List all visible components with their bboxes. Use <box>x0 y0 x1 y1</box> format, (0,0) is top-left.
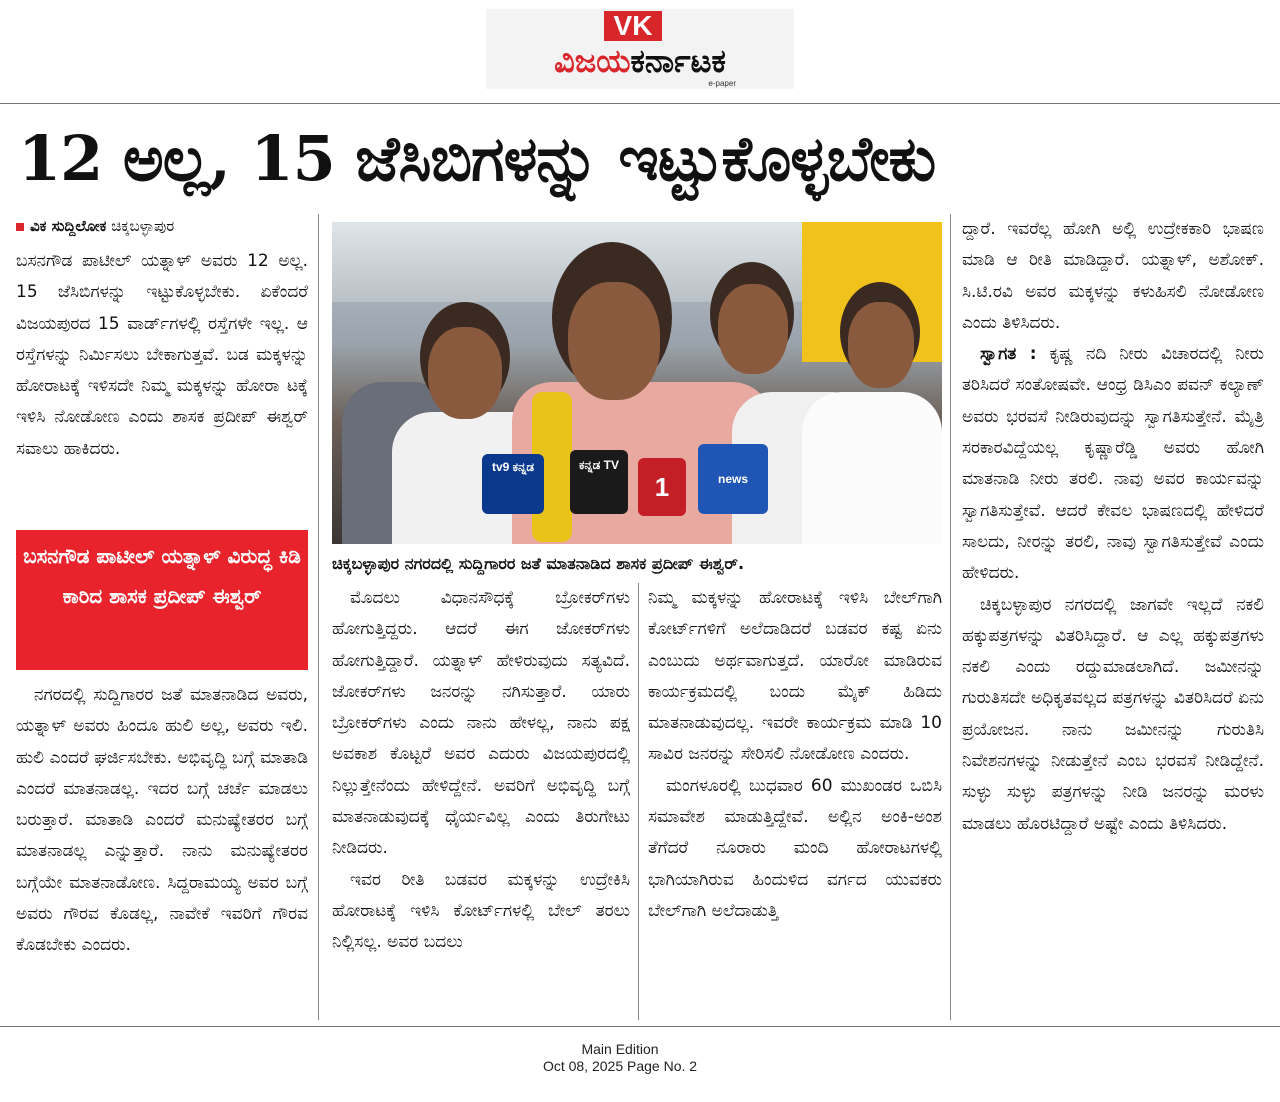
epaper-label: e-paper <box>708 79 736 88</box>
brand-name-red: ವಿಜಯ <box>554 42 631 80</box>
news-photo <box>332 222 942 544</box>
body-paragraph: ಮೊದಲು ವಿಧಾನಸೌಧಕ್ಕೆ ಬ್ರೋಕರ್‌ಗಳು ಹೋಗುತ್ತಿದ್ದರು. ಆದರೆ ಈಗ ಜೋಕರ್‌ಗಳು ಹೋಗುತ್ತಿದ್ದಾರೆ. ಯತ್ನಾಳ್ ಹೇಳಿರುವುದು ಸತ್ಯವಿದೆ. ಜೋಕರ್‌ಗಳು ಜನರನ್ನು ನಗಿಸುತ್ತಾರೆ. ಯಾರು ಬ್ರೋಕರ್‌ಗಳು ಎಂದು ನಾನು ಹೇಳಲ್ಲ, ನಾನು ಪಕ್ಷ ಅವಕಾಶ ಕೊಟ್ಟರೆ ಅವರ ಎದುರು ವಿಜಯಪುರದಲ್ಲಿ ನಿಲ್ಲುತ್ತೇನೆಂದು ಹೇಳಿದ್ದೇನೆ. ಅವರಿಗೆ ಅಭಿವೃದ್ಧಿ ಬಗ್ಗೆ ಮಾತನಾಡುವುದಕ್ಕೆ ಧೈರ್ಯವಿಲ್ಲ ಎಂದು ತಿರುಗೇಟು ನೀಡಿದರು. <box>332 588 630 859</box>
body-paragraph: ನಿಮ್ಮ ಮಕ್ಕಳನ್ನು ಹೋರಾಟಕ್ಕೆ ಇಳಿಸಿ ಬೇಲ್‌ಗಾಗಿ ಕೋರ್ಟ್‌ಗಳಿಗೆ ಅಲೆದಾಡಿದರೆ ಬಡವರ ಕಷ್ಟ ಏನು ಎಂಬುದು ಅರ್ಥವಾಗುತ್ತದೆ. ಯಾರೋ ಮಾಡಿರುವ ಕಾರ್ಯಕ್ರಮದಲ್ಲಿ ಬಂದು ಮೈಕ್ ಹಿಡಿದು ಮಾತನಾಡುವುದಲ್ಲ. ಇವರೇ ಕಾರ್ಯಕ್ರಮ ಮಾಡಿ 10 ಸಾವಿರ ಜನರನ್ನು ಸೇರಿಸಲಿ ನೋಡೋಣ ಎಂದರು. <box>648 588 942 765</box>
column-divider <box>950 214 951 1020</box>
body-paragraph: ಕೃಷ್ಣ ನದಿ ನೀರು ವಿಚಾರದಲ್ಲಿ ನೀರು ತರಿಸಿದರೆ ಸಂತೋಷವೇ. ಆಂಧ್ರ ಡಿಸಿಎಂ ಪವನ್ ಕಲ್ಯಾಣ್ ಅವರು ಭರವಸೆ ನೀಡಿರುವುದನ್ನು ಸ್ವಾಗತಿಸುತ್ತೇನೆ. ಮೈತ್ರಿ ಸರಕಾರವಿದ್ದೆಯಲ್ಲ ಕೃಷ್ಣಾರೆಡ್ಡಿ ಅವರು ಹೋಗಿ ಮಾತನಾಡಿ ನೀರು ತರಲಿ. ನಾವು ಅವರ ಕಾರ್ಯವನ್ನು ಸ್ವಾಗತಿಸುತ್ತೇವೆ. ಆದರೆ ಕೇವಲ ಭಾಷಣದಲ್ಲಿ ಹೇಳಿದರೆ ಸಾಲದು, ನೀರನ್ನು ತರಲಿ, ನಾವು ಸ್ವಾಗತಿಸುತ್ತೇವೆ ಎಂದು ಹೇಳಿದರು. <box>962 344 1264 584</box>
byline <box>16 214 316 238</box>
highlight-box: ಬಸನಗೌಡ ಪಾಟೀಲ್ ಯತ್ನಾಳ್ ವಿರುದ್ಧ ಕಿಡಿ ಕಾರಿದ ಶಾಸಕ ಪ್ರದೀಪ್ ಈಶ್ವರ್ <box>16 530 308 670</box>
body-paragraph: ಮಂಗಳೂರಲ್ಲಿ ಬುಧವಾರ 60 ಮುಖಂಡರ ಒಬಿಸಿ ಸಮಾವೇಶ ಮಾಡುತ್ತಿದ್ದೇವೆ. ಅಲ್ಲಿನ ಅಂಕಿ-ಅಂಶ ತೆಗೆದರೆ ನೂರಾರು ಮಂದಿ ಹೋರಾಟಗಳಲ್ಲಿ ಭಾಗಿಯಾಗಿರುವ ಹಿಂದುಳಿದ ವರ್ಗದ ಯುವಕರು ಬೇಲ್‌ಗಾಗಿ ಅಲೆದಾಡುತ್ತಿ <box>648 775 942 921</box>
masthead-logo <box>486 9 794 89</box>
brand-name <box>486 43 794 79</box>
byline-marker-icon <box>16 223 24 231</box>
column-3 <box>648 583 942 1020</box>
byline-place: ಚಿಕ್ಕಬಳ್ಳಾಪುರ <box>111 217 175 235</box>
column-4 <box>962 214 1264 1020</box>
subhead-lead: ಸ್ವಾಗತ : <box>980 344 1037 365</box>
column-divider <box>318 214 319 1020</box>
news-first-mic-icon: 1 <box>638 458 686 516</box>
article-headline: 12 ಅಲ್ಲ, 15 ಜೆಸಿಬಿಗಳನ್ನು ಇಟ್ಟುಕೊಳ್ಳಬೇಕು <box>18 122 936 195</box>
bottom-divider <box>0 1026 1280 1027</box>
edition-label: Main Edition <box>581 1041 659 1057</box>
column-2 <box>332 583 630 1020</box>
top-divider <box>0 103 1280 104</box>
vk-logo-badge: VK <box>604 11 662 41</box>
byline-source: ವಿಕ ಸುದ್ದಿಲೋಕ <box>30 217 107 235</box>
date-page-label: Oct 08, 2025 Page No. 2 <box>542 1058 698 1074</box>
kannada-tv-mic-icon: ಕನ್ನಡ TV <box>570 450 628 514</box>
column-1-body <box>16 680 308 1020</box>
body-paragraph: ಚಿಕ್ಕಬಳ್ಳಾಪುರ ನಗರದಲ್ಲಿ ಜಾಗವೇ ಇಲ್ಲದೆ ನಕಲಿ ಹಕ್ಕುಪತ್ರಗಳನ್ನು ವಿತರಿಸಿದ್ದಾರೆ. ಆ ಎಲ್ಲ ಹಕ್ಕುಪತ್ರಗಳು ನಕಲಿ ಎಂದು ರದ್ದುಮಾಡಲಾಗಿದೆ. ಜಮೀನನ್ನು ಗುರುತಿಸದೇ ಅಧಿಕೃತವಲ್ಲದ ಪತ್ರಗಳನ್ನು ವಿತರಿಸಿದರೆ ಏನು ಪ್ರಯೋಜನ. ನಾನು ಜಮೀನನ್ನು ಗುರುತಿಸಿ ನಿವೇಶನಗಳನ್ನು ನೀಡುತ್ತೇನೆ ಎಂಬ ಭರವಸೆ ನೀಡಿದ್ದೇನೆ. ಸುಳ್ಳು ಸುಳ್ಳು ಪತ್ರಗಳನ್ನು ನೀಡಿ ಜನರನ್ನು ಮರಳು ಮಾಡಲು ಹೊರಟಿದ್ದಾರೆ ಅಷ್ಟೇ ಎಂದು ತಿಳಿಸಿದರು. <box>962 594 1264 834</box>
tv9-mic-icon: tv9 ಕನ್ನಡ <box>482 454 544 514</box>
body-paragraph: ಇವರ ರೀತಿ ಬಡವರ ಮಕ್ಕಳನ್ನು ಉದ್ರೇಕಿಸಿ ಹೋರಾಟಕ್ಕೆ ಇಳಿಸಿ ಕೋರ್ಟ್‌ಗಳಲ್ಲಿ ಬೇಲ್ ತರಲು ನಿಲ್ಲಿಸಲ್ಲ. ಅವರ ಬದಲು <box>332 869 630 953</box>
news-channel-mic-icon: news <box>698 444 768 514</box>
intro-paragraph: ಬಸನಗೌಡ ಪಾಟೀಲ್ ಯತ್ನಾಳ್ ಅವರು 12 ಅಲ್ಲ. 15 ಜೆಸಿಬಿಗಳನ್ನು ಇಟ್ಟುಕೊಳ್ಳಬೇಕು. ಏಕೆಂದರೆ ವಿಜಯಪುರದ 15 ವಾರ್ಡ್‌ಗಳಲ್ಲಿ ರಸ್ತೆಗಳೇ ಇಲ್ಲ. ಆ ರಸ್ತೆಗಳನ್ನು ನಿರ್ಮಿಸಲು ಬೇಕಾಗುತ್ತವೆ. ಬಡ ಮಕ್ಕಳನ್ನು ಹೋರಾಟಕ್ಕೆ ಇಳಿಸದೇ ನಿಮ್ಮ ಮಕ್ಕಳನ್ನು ಹೋರಾ ಟಕ್ಕೆ ಇಳಿಸಿ ನೋಡೋಣ ಎಂದು ಶಾಸಕ ಪ್ರದೀಪ್ ಈಶ್ವರ್ ಸವಾಲು ಹಾಕಿದರು. <box>16 251 308 459</box>
photo-caption: ಚಿಕ್ಕಬಳ್ಳಾಪುರ ನಗರದಲ್ಲಿ ಸುದ್ದಿಗಾರರ ಜತೆ ಮಾತನಾಡಿದ ಶಾಸಕ ಪ್ರದೀಪ್ ಈಶ್ವರ್. <box>332 554 745 573</box>
body-paragraph: ನಗರದಲ್ಲಿ ಸುದ್ದಿಗಾರರ ಜತೆ ಮಾತನಾಡಿದ ಅವರು, ಯತ್ನಾಳ್ ಅವರು ಹಿಂದೂ ಹುಲಿ ಅಲ್ಲ, ಅವರು ಇಲಿ. ಹುಲಿ ಎಂದರೆ ಘರ್ಜಿಸಬೇಕು. ಅಭಿವೃದ್ಧಿ ಬಗ್ಗೆ ಮಾತಾಡಿ ಎಂದರೆ ಮಾತನಾಡಲ್ಲ. ಇದರ ಬಗ್ಗೆ ಚರ್ಚೆ ಮಾಡಲು ಬರುತ್ತಾರೆ. ಮಾತಾಡಿ ಎಂದರೆ ಮನುಷ್ಯೇತರರ ಬಗ್ಗೆ ಮಾತನಾಡಲ್ಲ ಎನ್ನುತ್ತಾರೆ. ನಾನು ಮನುಷ್ಯೇತರರ ಬಗ್ಗೆಯೇ ಮಾತನಾಡೋಣ. ಸಿದ್ದರಾಮಯ್ಯ ಅವರ ಬಗ್ಗೆ ಅವರು ಗೌರವ ಕೊಡಲ್ಲ, ನಾವೇಕೆ ಇವರಿಗೆ ಗೌರವ ಕೊಡಬೇಕು ಎಂದರು. <box>16 685 308 956</box>
column-1-intro <box>16 246 308 528</box>
brand-name-black: ಕರ್ನಾಟಕ <box>630 42 726 80</box>
body-paragraph: ದ್ದಾರೆ. ಇವರೆಲ್ಲ ಹೋಗಿ ಅಲ್ಲಿ ಉದ್ರೇಕಕಾರಿ ಭಾಷಣ ಮಾಡಿ ಆ ರೀತಿ ಮಾಡಿದ್ದಾರೆ. ಯತ್ನಾಳ್, ಅಶೋಕ್. ಸಿ.ಟಿ.ರವಿ ಅವರ ಮಕ್ಕಳನ್ನು ಕಳುಹಿಸಲಿ ನೋಡೋಣ ಎಂದು ತಿಳಿಸಿದರು. <box>962 219 1264 333</box>
column-divider <box>638 583 639 1020</box>
